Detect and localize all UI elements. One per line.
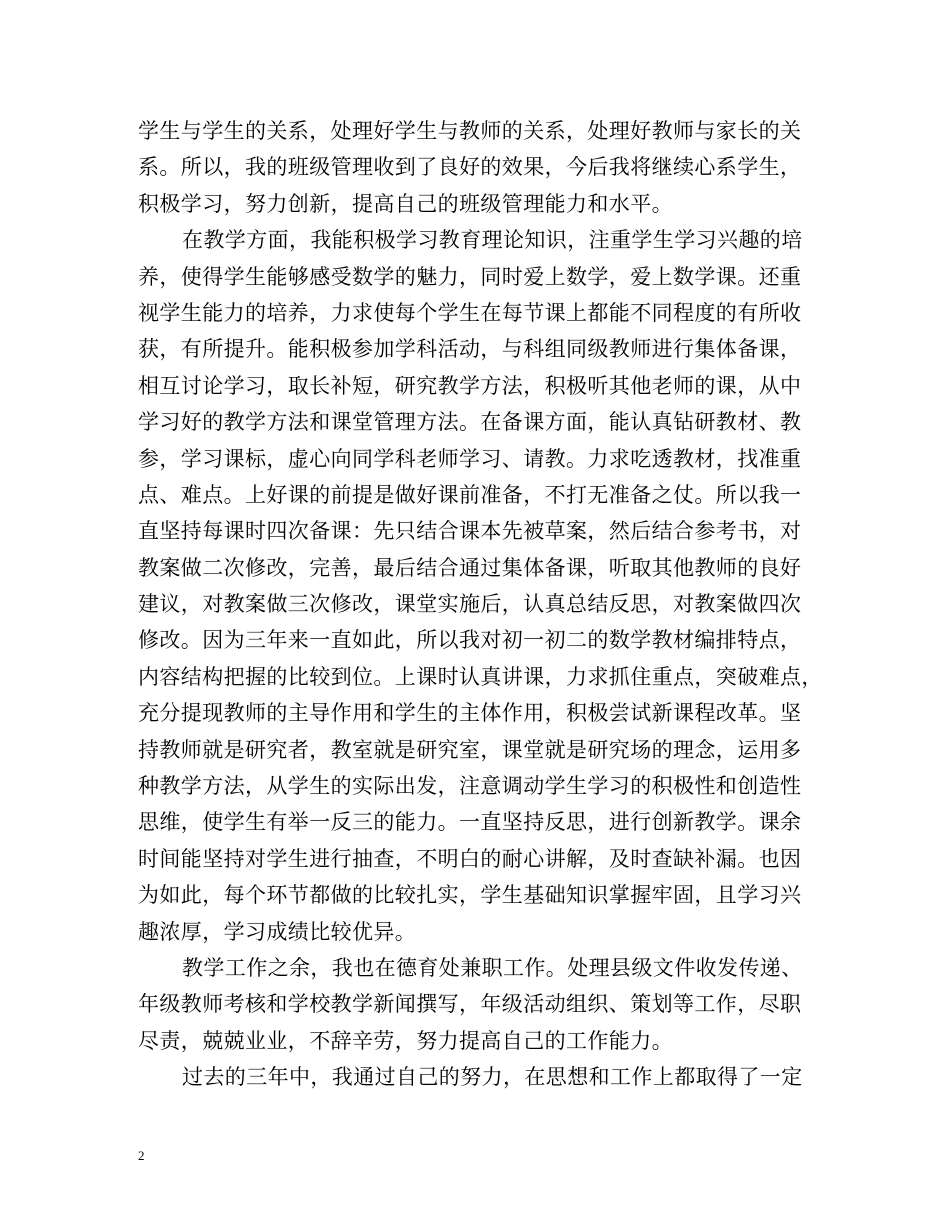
text-line: 视学生能力的培养，力求使每个学生在每节课上都能不同程度的有所收 [138,300,802,325]
paragraph-first-line: 教学工作之余，我也在德育处兼职工作。处理县级文件收发传递、 [182,955,803,980]
body-text [138,113,828,1096]
page-number: 2 [138,1148,145,1163]
text-line: 修改。因为三年来一直如此，所以我对初一初二的数学教材编排特点， [138,628,802,653]
text-line: 教案做二次修改，完善，最后结合通过集体备课，听取其他教师的良好 [138,555,802,580]
text-line: 积极学习，努力创新，提高自己的班级管理能力和水平。 [138,191,673,216]
text-line: 直坚持每课时四次备课：先只结合课本先被草案，然后结合参考书，对 [138,519,802,544]
text-line: 持教师就是研究者，教室就是研究室，课堂就是研究场的理念，运用多 [138,737,802,762]
text-line: 时间能坚持对学生进行抽查，不明白的耐心讲解，及时查缺补漏。也因 [138,846,802,871]
text-line: 趣浓厚，学习成绩比较优异。 [138,919,417,944]
text-line: 相互讨论学习，取长补短，研究教学方法，积极听其他老师的课，从中 [138,373,802,398]
paragraph-first-line: 过去的三年中，我通过自己的努力，在思想和工作上都取得了一定 [182,1065,803,1090]
text-line: 学生与学生的关系，处理好学生与教师的关系，处理好教师与家长的关 [138,119,802,143]
text-line: 学习好的教学方法和课堂管理方法。在备课方面，能认真钻研教材、教 [138,410,802,435]
text-line: 养，使得学生能够感受数学的魅力，同时爱上数学，爱上数学课。还重 [138,264,802,289]
text-line: 点、难点。上好课的前提是做好课前准备，不打无准备之仗。所以我一 [138,482,802,507]
text-line: 获，有所提升。能积极参加学科活动，与科组同级教师进行集体备课， [138,337,802,362]
text-line: 系。所以，我的班级管理收到了良好的效果，今后我将继续心系学生， [138,155,802,180]
text-line: 为如此，每个环节都做的比较扎实，学生基础知识掌握牢固，且学习兴 [138,883,802,908]
text-line: 内容结构把握的比较到位。上课时认真讲课，力求抓住重点，突破难点， [138,664,823,689]
text-line: 尽责，兢兢业业，不辞辛劳，努力提高自己的工作能力。 [138,1028,673,1053]
text-line: 参，学习课标，虚心向同学科老师学习、请教。力求吃透教材，找准重 [138,446,802,471]
text-line: 年级教师考核和学校教学新闻撰写，年级活动组织、策划等工作，尽职 [138,992,802,1017]
text-line: 建议，对教案做三次修改，课堂实施后，认真总结反思，对教案做四次 [138,592,802,617]
text-line: 充分提现教师的主导作用和学生的主体作用，积极尝试新课程改革。坚 [138,701,802,726]
paragraph-first-line: 在教学方面，我能积极学习教育理论知识，注重学生学习兴趣的培 [182,228,803,253]
text-line: 种教学方法，从学生的实际出发，注意调动学生学习的积极性和创造性 [138,774,802,799]
text-line: 思维，使学生有举一反三的能力。一直坚持反思，进行创新教学。课余 [138,810,802,835]
